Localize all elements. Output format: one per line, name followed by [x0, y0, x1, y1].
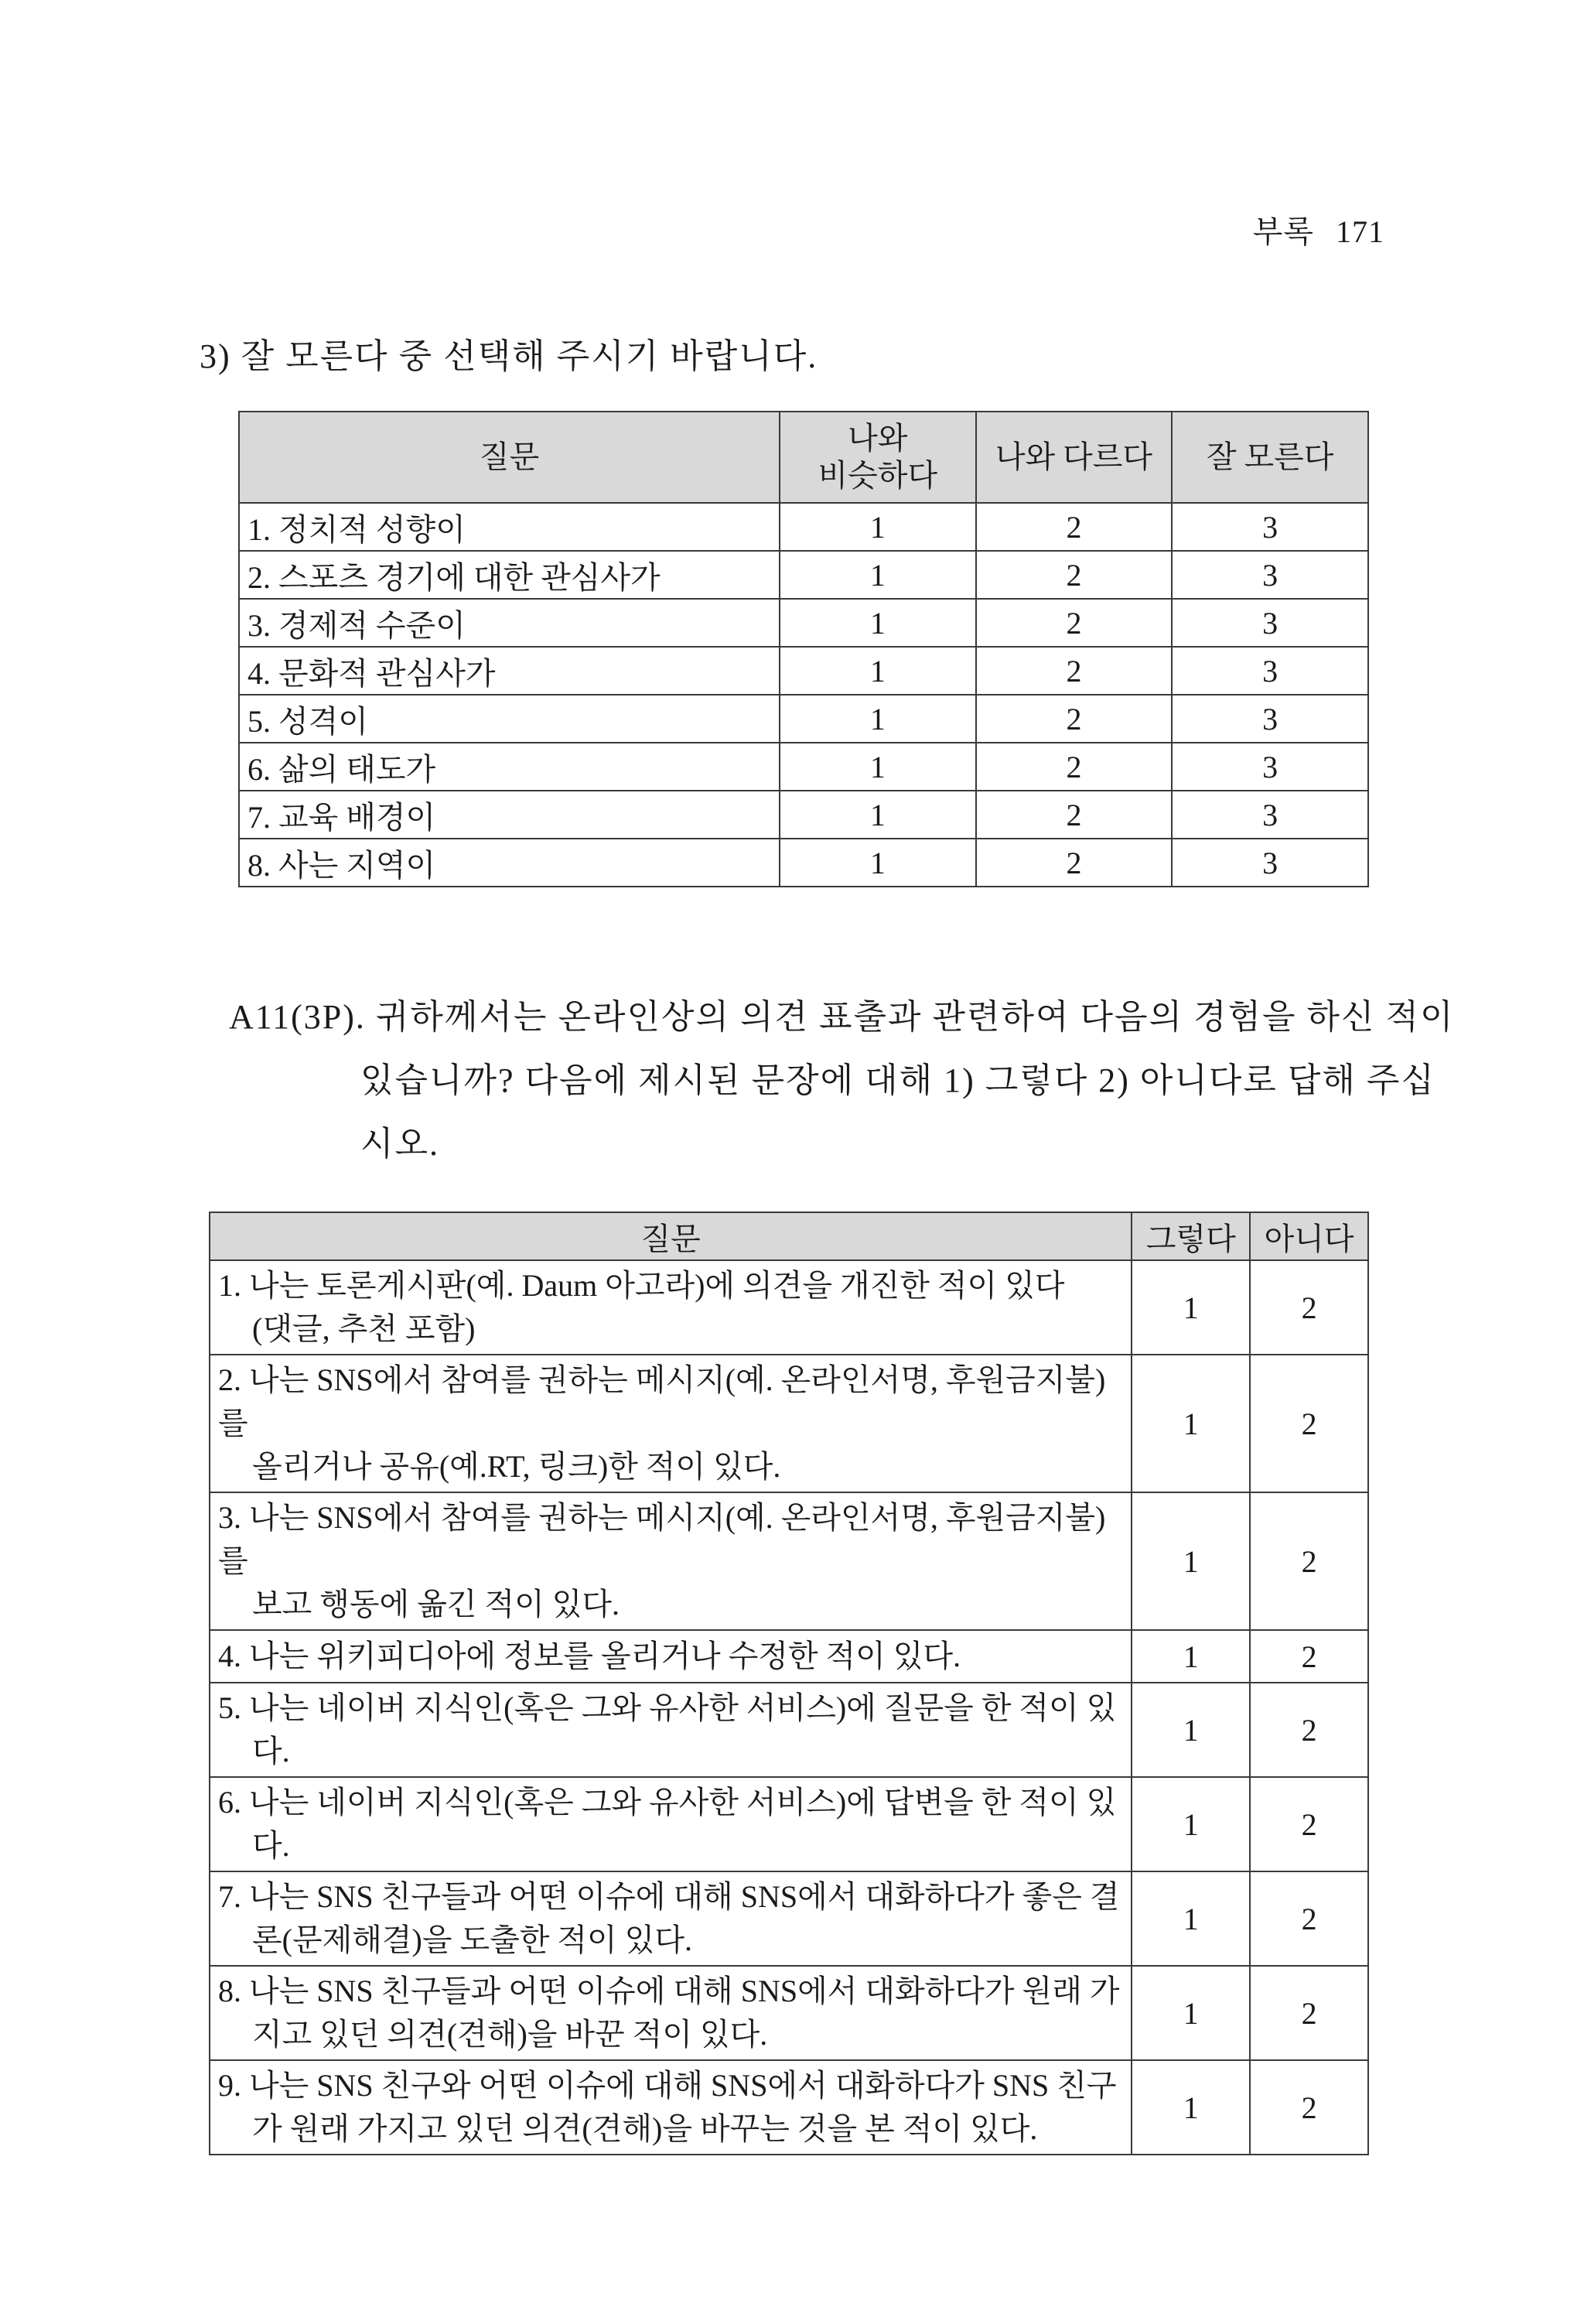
page-number: 171 [1336, 214, 1384, 249]
option-no[interactable]: 2 [1250, 1355, 1368, 1492]
option-similar[interactable]: 1 [780, 839, 976, 887]
row-question: 5. 성격이 [239, 695, 780, 743]
header-no: 아니다 [1250, 1212, 1368, 1260]
intro-instruction: 3) 잘 모른다 중 선택해 주시기 바랍니다. [200, 337, 818, 375]
table-row [239, 599, 1368, 647]
table-row [210, 1966, 1368, 2060]
row-question: 2. 스포츠 경기에 대한 관심사가 [239, 551, 780, 599]
option-dont-know[interactable]: 3 [1172, 791, 1368, 839]
header-dont-know: 잘 모른다 [1172, 412, 1368, 503]
option-no[interactable]: 2 [1250, 1630, 1368, 1683]
option-similar[interactable]: 1 [780, 695, 976, 743]
row-question [210, 2060, 1132, 2155]
row-question [210, 1260, 1132, 1355]
a11-line-3: 시오. [360, 1125, 440, 1163]
option-similar[interactable]: 1 [780, 599, 976, 647]
option-similar[interactable]: 1 [780, 791, 976, 839]
row-question [210, 1966, 1132, 2060]
row-question-line1: 7. 나는 SNS 친구들과 어떤 이슈에 대해 SNS에서 대화하다가 좋은 결 [218, 1879, 1120, 1914]
row-question [210, 1683, 1132, 1777]
page-header [1253, 207, 1384, 251]
option-similar[interactable]: 1 [780, 551, 976, 599]
option-no[interactable]: 2 [1250, 1871, 1368, 1966]
table-row [239, 647, 1368, 695]
option-different[interactable]: 2 [976, 503, 1173, 551]
a11-line-1: A11(3P). 귀하께서는 온라인상의 의견 표출과 관련하여 다음의 경험을 하신 적이 [229, 998, 1455, 1036]
row-question-line1: 1. 나는 토론게시판(예. Daum 아고라)에 의견을 개진한 적이 있다 [218, 1268, 1065, 1303]
option-yes[interactable]: 1 [1132, 1260, 1250, 1355]
option-different[interactable]: 2 [976, 791, 1173, 839]
row-question-line1: 3. 나는 SNS에서 참여를 권하는 메시지(예. 온라인서명, 후원금지불)를 [218, 1500, 1106, 1578]
option-similar[interactable]: 1 [780, 503, 976, 551]
option-no[interactable]: 2 [1250, 1966, 1368, 2060]
option-different[interactable]: 2 [976, 551, 1173, 599]
option-yes[interactable]: 1 [1132, 1355, 1250, 1492]
table-row [239, 839, 1368, 887]
option-dont-know[interactable]: 3 [1172, 647, 1368, 695]
header-similar-line1: 나와 [848, 421, 908, 456]
table-row [210, 1260, 1368, 1355]
option-different[interactable]: 2 [976, 839, 1173, 887]
option-different[interactable]: 2 [976, 599, 1173, 647]
table-row [210, 2060, 1368, 2155]
a11-line-2: 있습니까? 다음에 제시된 문장에 대해 1) 그렇다 2) 아니다로 답해 주십 [360, 1061, 1436, 1099]
row-question-line2: 다. [252, 1828, 290, 1863]
option-dont-know[interactable]: 3 [1172, 503, 1368, 551]
table-row [210, 1492, 1368, 1630]
row-question [210, 1777, 1132, 1871]
option-yes[interactable]: 1 [1132, 1492, 1250, 1630]
header-different: 나와 다르다 [976, 412, 1173, 503]
response-table-experience [209, 1212, 1369, 2155]
table-row [239, 791, 1368, 839]
row-question: 1. 정치적 성향이 [239, 503, 780, 551]
table-row [210, 1355, 1368, 1492]
option-yes[interactable]: 1 [1132, 1871, 1250, 1966]
row-question [210, 1871, 1132, 1966]
option-dont-know[interactable]: 3 [1172, 599, 1368, 647]
option-dont-know[interactable]: 3 [1172, 839, 1368, 887]
row-question-line2: 보고 행동에 옮긴 적이 있다. [252, 1587, 620, 1622]
option-yes[interactable]: 1 [1132, 1777, 1250, 1871]
option-dont-know[interactable]: 3 [1172, 743, 1368, 791]
row-question-line2: 지고 있던 의견(견해)을 바꾼 적이 있다. [252, 2017, 768, 2052]
row-question-line1: 8. 나는 SNS 친구들과 어떤 이슈에 대해 SNS에서 대화하다가 원래 가 [218, 1974, 1120, 2008]
row-question-line1: 5. 나는 네이버 지식인(혹은 그와 유사한 서비스)에 질문을 한 적이 있 [218, 1690, 1117, 1725]
option-similar[interactable]: 1 [780, 743, 976, 791]
option-no[interactable]: 2 [1250, 1683, 1368, 1777]
option-different[interactable]: 2 [976, 695, 1173, 743]
option-dont-know[interactable]: 3 [1172, 551, 1368, 599]
header-question: 질문 [210, 1212, 1132, 1260]
table-row [239, 743, 1368, 791]
table-row [210, 1871, 1368, 1966]
row-question-line1: 9. 나는 SNS 친구와 어떤 이슈에 대해 SNS에서 대화하다가 SNS 친구 [218, 2068, 1117, 2103]
option-different[interactable]: 2 [976, 743, 1173, 791]
row-question [210, 1355, 1132, 1492]
row-question-line2: 올리거나 공유(예.RT, 링크)한 적이 있다. [252, 1449, 781, 1484]
row-question-line2: 론(문제해결)을 도출한 적이 있다. [252, 1922, 692, 1957]
table-row [239, 503, 1368, 551]
row-question: 4. 문화적 관심사가 [239, 647, 780, 695]
row-question [210, 1492, 1132, 1630]
option-yes[interactable]: 1 [1132, 1966, 1250, 2060]
section-label: 부록 [1252, 214, 1314, 249]
option-no[interactable]: 2 [1250, 1777, 1368, 1871]
header-yes: 그렇다 [1132, 1212, 1250, 1260]
row-question: 3. 경제적 수준이 [239, 599, 780, 647]
table-row [210, 1630, 1368, 1683]
table-row [239, 695, 1368, 743]
option-no[interactable]: 2 [1250, 1260, 1368, 1355]
option-no[interactable]: 2 [1250, 1492, 1368, 1630]
option-no[interactable]: 2 [1250, 2060, 1368, 2155]
row-question-line1: 4. 나는 위키피디아에 정보를 올리거나 수정한 적이 있다. [218, 1639, 961, 1673]
table-header-row [210, 1212, 1368, 1260]
option-yes[interactable]: 1 [1132, 1683, 1250, 1777]
table-row [210, 1683, 1368, 1777]
option-similar[interactable]: 1 [780, 647, 976, 695]
row-question: 7. 교육 배경이 [239, 791, 780, 839]
row-question-line1: 2. 나는 SNS에서 참여를 권하는 메시지(예. 온라인서명, 후원금지불)를 [218, 1362, 1106, 1441]
row-question: 6. 삶의 태도가 [239, 743, 780, 791]
table-row [239, 551, 1368, 599]
option-different[interactable]: 2 [976, 647, 1173, 695]
row-question-line1: 6. 나는 네이버 지식인(혹은 그와 유사한 서비스)에 답변을 한 적이 있 [218, 1785, 1117, 1820]
option-yes[interactable]: 1 [1132, 1630, 1250, 1683]
header-similar [780, 412, 976, 503]
option-yes[interactable]: 1 [1132, 2060, 1250, 2155]
response-table-similarity [238, 411, 1369, 887]
row-question-line2: 다. [252, 1734, 290, 1769]
table-header-row [239, 412, 1368, 503]
row-question-line2: 가 원래 가지고 있던 의견(견해)을 바꾸는 것을 본 적이 있다. [252, 2111, 1038, 2146]
row-question-line2: (댓글, 추천 포함) [252, 1311, 476, 1346]
header-similar-line2: 비슷하다 [818, 458, 938, 493]
header-question: 질문 [239, 412, 780, 503]
option-dont-know[interactable]: 3 [1172, 695, 1368, 743]
table-row [210, 1777, 1368, 1871]
row-question: 8. 사는 지역이 [239, 839, 780, 887]
row-question [210, 1630, 1132, 1683]
